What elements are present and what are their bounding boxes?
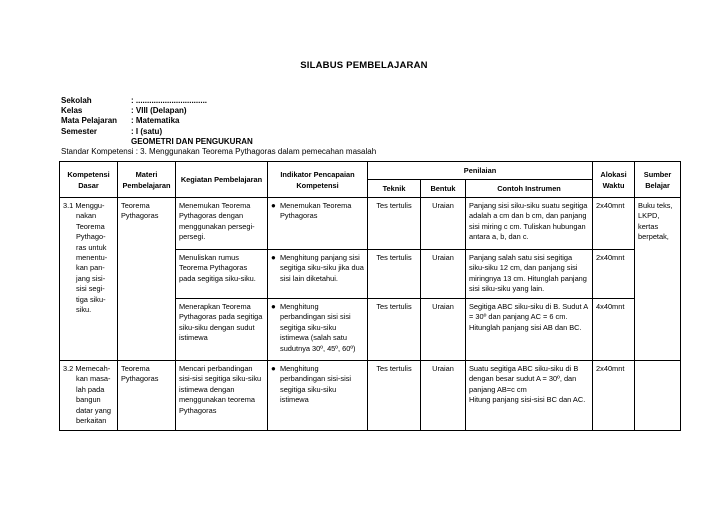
mapel-value: : Matematika xyxy=(131,116,180,126)
indikator-cell: ● Menghitung perbandingan sisi-sisi segitiga siku-siku istimewa xyxy=(268,361,368,431)
info-sekolah xyxy=(61,96,376,106)
header-teknik: Teknik xyxy=(368,180,421,198)
materi-cell: Teorema Pythagoras xyxy=(118,198,176,361)
kegiatan-cell: Menemukan Teorema Pythagoras dengan menggunakan persegi-persegi. xyxy=(176,198,268,250)
alokasi-cell: 2x40mnt xyxy=(593,361,635,431)
alokasi-cell: 4x40mnt xyxy=(593,299,635,361)
header-indikator: Indikator Pencapaian Kompetensi xyxy=(268,162,368,198)
header-bentuk: Bentuk xyxy=(421,180,466,198)
sumber-cell xyxy=(635,361,681,431)
alokasi-cell: 2x40mnt xyxy=(593,198,635,250)
kegiatan-cell: Menuliskan rumus Teorema Pythagoras pada segitiga siku-siku. xyxy=(176,250,268,299)
bentuk-cell: Uraian xyxy=(421,361,466,431)
kompetensi-cell: 3.2 Memecah-kan masa-lah pada bangun datar yang berkaitan xyxy=(60,361,118,431)
instrumen-cell: Panjang salah satu sisi segitiga siku-siku 12 cm, dan panjang sisi miringnya 13 cm. Hitunglah panjang sisi siku-siku yang lain. xyxy=(466,250,593,299)
instrumen-cell: Panjang sisi siku-siku suatu segitiga adalah a cm dan b cm, dan panjang sisi miring c cm. Tuliskan hubungan antara a, b, dan c. xyxy=(466,198,593,250)
semester-label: Semester xyxy=(61,126,98,136)
silabus-table xyxy=(59,161,681,431)
indikator-cell: ● Menghitung panjang sisi segitiga siku-siku jika dua sisi lain diketahui. xyxy=(268,250,368,299)
info-topik xyxy=(61,137,376,147)
page-title: SILABUS PEMBELAJARAN xyxy=(300,60,428,71)
mapel-label: Mata Pelajaran xyxy=(61,116,118,126)
kegiatan-cell: Mencari perbandingan sisi-sisi segitiga siku-siku istimewa dengan menggunakan teorema Pythagoras xyxy=(176,361,268,431)
bullet-icon: ● xyxy=(271,302,276,311)
instrumen-cell: Suatu segitiga ABC siku-siku di B dengan besar sudut A = 30º, dan panjang AB=c cm Hitung panjang sisi-sisi BC dan AC. xyxy=(466,361,593,431)
header-instrumen: Contoh Instrumen xyxy=(466,180,593,198)
teknik-cell: Tes tertulis xyxy=(368,198,421,250)
header-kegiatan: Kegiatan Pembelajaran xyxy=(176,162,268,198)
sekolah-label: Sekolah xyxy=(61,96,92,105)
bullet-icon: ● xyxy=(271,201,276,210)
sumber-cell: Buku teks, LKPD, kertas berpetak, xyxy=(635,198,681,361)
document-info xyxy=(61,96,376,157)
teknik-cell: Tes tertulis xyxy=(368,299,421,361)
bullet-icon: ● xyxy=(271,253,276,262)
header-row xyxy=(60,162,681,180)
info-kelas xyxy=(61,106,376,116)
header-kompetensi: Kompetensi Dasar xyxy=(60,162,118,198)
teknik-cell: Tes tertulis xyxy=(368,250,421,299)
teknik-cell: Tes tertulis xyxy=(368,361,421,431)
topik-heading: GEOMETRI DAN PENGUKURAN xyxy=(131,136,253,146)
kelas-value: : VIII (Delapan) xyxy=(131,106,187,116)
kegiatan-cell: Menerapkan Teorema Pythagoras pada segitiga siku-siku dengan sudut istimewa xyxy=(176,299,268,361)
instrumen-cell: Segitiga ABC siku-siku di B. Sudut A = 30º dan panjang AC = 6 cm. Hitunglah panjang sisi AB dan BC. xyxy=(466,299,593,361)
semester-value: : I (satu) xyxy=(131,126,163,136)
indikator-cell: ● Menghitung perbandingan sisi sisi segitiga siku-siku istimewa (salah satu sudutnya 30º, 45º, 60º) xyxy=(268,299,368,361)
bullet-icon: ● xyxy=(271,364,276,373)
header-sumber: Sumber Belajar xyxy=(635,162,681,198)
materi-cell: Teorema Pythagoras xyxy=(118,361,176,431)
bentuk-cell: Uraian xyxy=(421,198,466,250)
bentuk-cell: Uraian xyxy=(421,250,466,299)
sekolah-value: : ................................ xyxy=(131,96,208,105)
header-materi: Materi Pembelajaran xyxy=(118,162,176,198)
alokasi-cell: 2x40mnt xyxy=(593,250,635,299)
info-semester xyxy=(61,127,376,137)
kelas-label: Kelas xyxy=(61,106,83,116)
header-penilaian: Penilaian xyxy=(368,162,593,180)
info-mapel xyxy=(61,116,376,126)
kompetensi-cell: 3.1 Menggu-nakan Teorema Pythago-ras untuk menentu-kan pan-jang sisi-sisi segi-tiga siku-siku. xyxy=(60,198,118,361)
standar-kompetensi: Standar Kompetensi : 3. Menggunakan Teorema Pythagoras dalam pemecahan masalah xyxy=(61,147,377,157)
table-row xyxy=(60,198,681,250)
table-row xyxy=(60,361,681,431)
header-alokasi: Alokasi Waktu xyxy=(593,162,635,198)
indikator-cell: ● Menemukan Teorema Pythagoras xyxy=(268,198,368,250)
bentuk-cell: Uraian xyxy=(421,299,466,361)
